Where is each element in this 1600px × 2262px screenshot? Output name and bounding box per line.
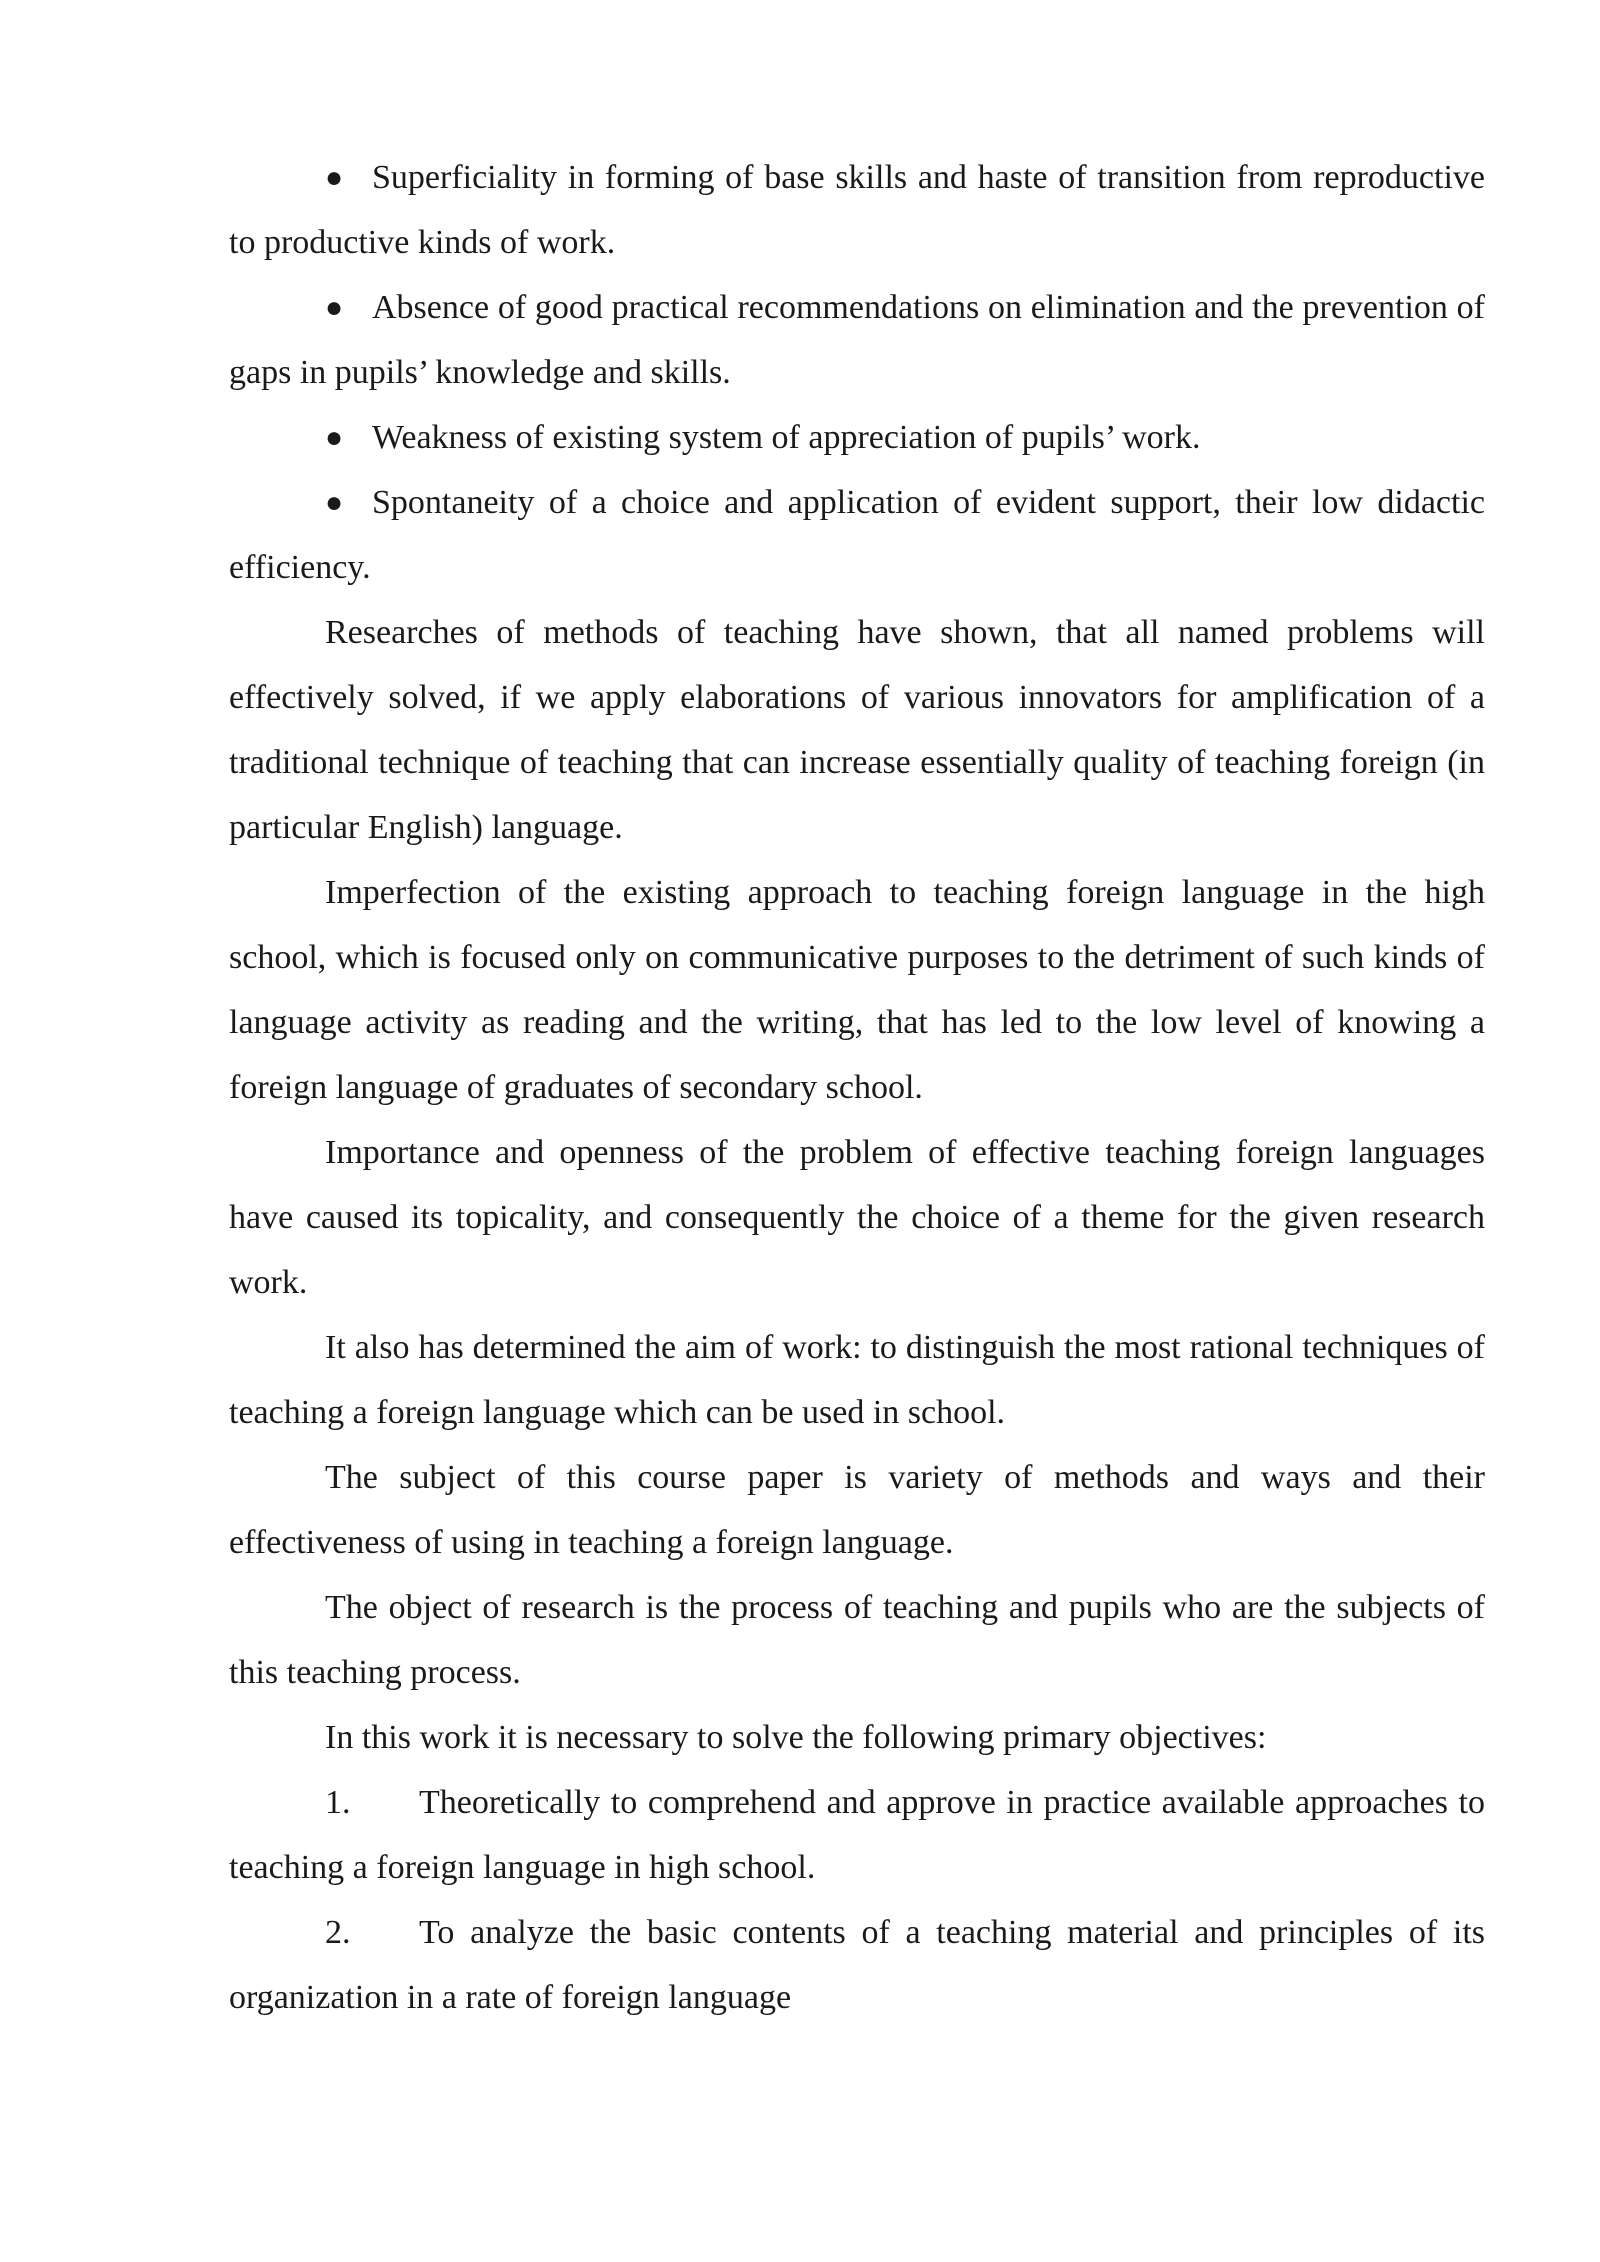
bullet-item — [229, 405, 1485, 470]
item-text: To analyze the basic contents of a teaching material and principles of its organization in a rate of foreign language — [229, 1914, 1485, 2016]
document-page — [229, 145, 1485, 2030]
bullet-text: Superficiality in forming of base skills and haste of transition from reproductive to productive kinds of work. — [229, 159, 1485, 261]
bullet-icon: ● — [325, 291, 344, 324]
bullet-icon: ● — [325, 486, 344, 519]
bullet-item — [229, 470, 1485, 600]
body-paragraph: The subject of this course paper is variety of methods and ways and their effectiveness of using in teaching a foreign language. — [229, 1459, 1485, 1561]
body-paragraph: The object of research is the process of teaching and pupils who are the subjects of this teaching process. — [229, 1589, 1485, 1691]
bullet-item — [229, 145, 1485, 275]
body-paragraph: Imperfection of the existing approach to teaching foreign language in the high school, which is focused only on communicative purposes to the detriment of such kinds of language activity as reading and the writing, that has led to the low level of knowing a foreign language of graduates of secondary school. — [229, 874, 1485, 1106]
bullet-text: Weakness of existing system of appreciation of pupils’ work. — [372, 419, 1201, 456]
numbered-item — [229, 1900, 1485, 2030]
bullet-item — [229, 275, 1485, 405]
bullet-icon: ● — [325, 421, 344, 454]
body-paragraph: Importance and openness of the problem of effective teaching foreign languages have caused its topicality, and consequently the choice of a theme for the given research work. — [229, 1134, 1485, 1301]
numbered-item — [229, 1770, 1485, 1900]
item-number: 2. — [325, 1914, 351, 1951]
body-paragraph: It also has determined the aim of work: to distinguish the most rational techniques of teaching a foreign language which can be used in school. — [229, 1329, 1485, 1431]
body-paragraph: In this work it is necessary to solve the following primary objectives: — [325, 1719, 1267, 1756]
bullet-text: Spontaneity of a choice and application of evident support, their low didactic efficiency. — [229, 484, 1485, 586]
item-number: 1. — [325, 1784, 351, 1821]
body-paragraph: Researches of methods of teaching have shown, that all named problems will effectively solved, if we apply elaborations of various innovators for amplification of a traditional technique of teaching that can increase essentially quality of teaching foreign (in particular English) language. — [229, 614, 1485, 846]
item-text: Theoretically to comprehend and approve in practice available approaches to teaching a foreign language in high school. — [229, 1784, 1485, 1886]
bullet-icon: ● — [325, 161, 344, 194]
bullet-text: Absence of good practical recommendations on elimination and the prevention of gaps in pupils’ knowledge and skills. — [229, 289, 1485, 391]
